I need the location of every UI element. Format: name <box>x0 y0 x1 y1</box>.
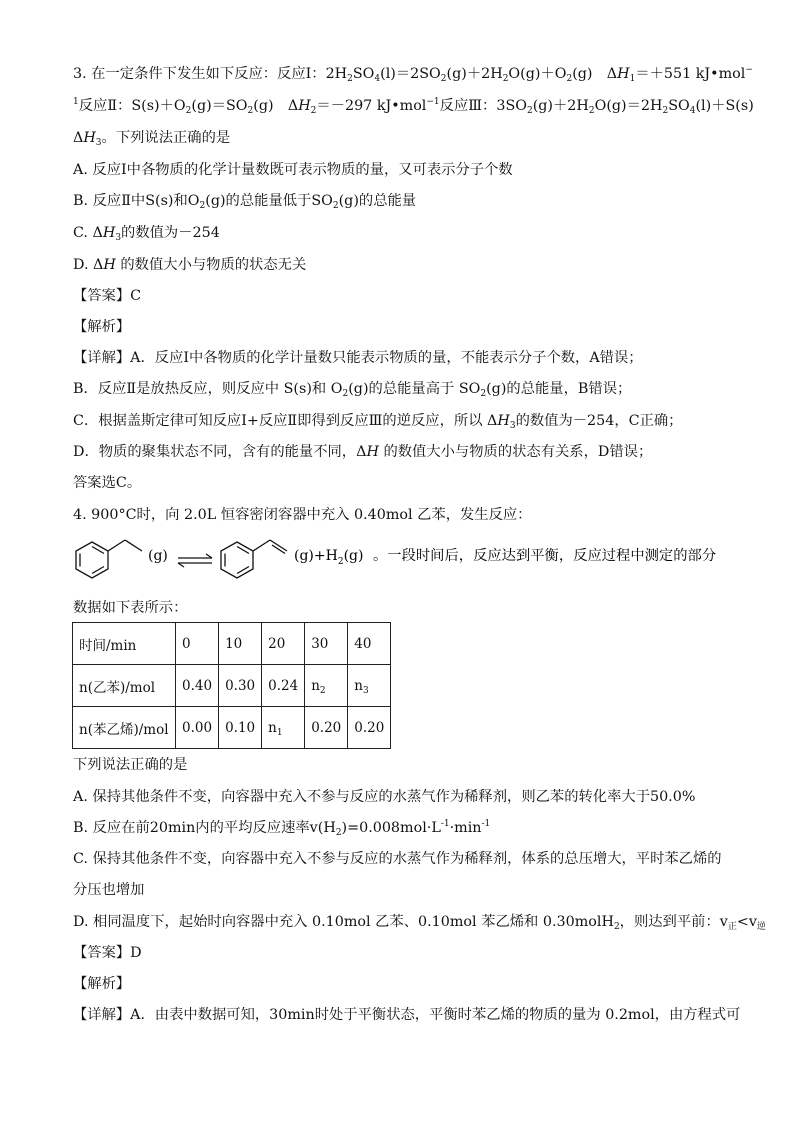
table-cell: $n_1$ <box>262 707 305 749</box>
q4-table-intro: 数据如下表所示： <box>73 600 188 616</box>
table-cell: 时间/min <box>73 623 176 665</box>
table-cell: 0.10 <box>219 707 262 749</box>
q4-option-c-line-2: 分压也增加 <box>73 882 145 898</box>
q4-stem: 下列说法正确的是 <box>73 757 188 773</box>
q3-final: 答案选C。 <box>73 475 142 491</box>
rxn-right-products: $(g)+H_2(g)$ <box>294 548 364 567</box>
q4-option-b: B. 反应在前20min内的平均反应速率$v(H_2)=0.008mol\cdot L^{-1}\cdot\min^{-1}$ <box>73 819 491 838</box>
table-row <box>73 623 391 665</box>
rxn-left-phase: (g) <box>148 548 168 564</box>
q4-option-c-line-1: C. 保持其他条件不变，向容器中充入不参与反应的水蒸气作为稀释剂，体系的总压增大，平时苯乙烯的 <box>73 851 722 867</box>
table-cell: 0.30 <box>219 665 262 707</box>
table-cell: 0.40 <box>176 665 219 707</box>
q3-line-3: $\Delta H_3$。下列说法正确的是 <box>73 130 231 148</box>
q4-detail-a: 【详解】A．由表中数据可知，30min时处于平衡状态，平衡时苯乙烯的物质的量为 0.2mol，由方程式可 <box>73 1007 741 1023</box>
q3-line-2: $^1$反应Ⅱ：$S(s)+O_2(g)=SO_2(g)$ $\Delta H_2=-297$ kJ•mol$^{-1}$反应Ⅲ：$3SO_2(g)+2H_2O(g)=2H_2SO_4(l)+S(s)$ <box>73 97 754 116</box>
ethylbenzene-structure <box>76 540 142 578</box>
table-cell: $n_3$ <box>348 665 391 707</box>
table-row <box>73 665 391 707</box>
table-cell: 20 <box>262 623 305 665</box>
styrene-structure <box>221 540 287 578</box>
q3-detail-d: D．物质的聚集状态不同，含有的能量不同，ΔH 的数值大小与物质的状态有关系，D错误； <box>73 444 653 460</box>
table-cell: 0 <box>176 623 219 665</box>
q4-analysis-label: 【解析】 <box>73 976 131 992</box>
q4-answer: 【答案】D <box>73 945 142 961</box>
q3-detail-a: 【详解】A．反应Ⅰ中各物质的化学计量数只能表示物质的量，不能表示分子个数，A错误； <box>73 350 643 366</box>
q4-option-d: D. 相同温度下，起始时向容器中充入 0.10mol 乙苯、0.10mol 苯乙烯和 0.30molH$_2$，则达到平前：$v_正<v_逆$ <box>73 914 766 932</box>
table-cell: n(苯乙烯)/mol <box>73 707 176 749</box>
table-cell: 0.20 <box>305 707 348 749</box>
q3-detail-c: C．根据盖斯定律可知反应Ⅰ+反应Ⅱ即得到反应Ⅲ的逆反应，所以 $\Delta H_3$的数值为－254，C正确； <box>73 413 683 431</box>
table-cell: 30 <box>305 623 348 665</box>
table-cell: n(乙苯)/mol <box>73 665 176 707</box>
data-table <box>72 622 391 749</box>
q3-option-c: C. $\Delta H_3$的数值为－254 <box>73 225 220 243</box>
q3-analysis-label: 【解析】 <box>73 319 131 335</box>
table-cell: 10 <box>219 623 262 665</box>
q3-answer: 【答案】C <box>73 288 142 304</box>
table-cell: 0.24 <box>262 665 305 707</box>
table-cell: 40 <box>348 623 391 665</box>
table-cell: $n_2$ <box>305 665 348 707</box>
q3-option-b: B. 反应Ⅱ中S(s)和$O_2(g)$的总能量低于$SO_2(g)$的总能量 <box>73 193 417 211</box>
q3-option-a: A. 反应Ⅰ中各物质的化学计量数既可表示物质的量，又可表示分子个数 <box>73 162 513 178</box>
q3-option-d: D. ΔH 的数值大小与物质的状态无关 <box>73 257 307 273</box>
equilibrium-arrow-icon <box>178 554 212 567</box>
q3-line-1: 3. 在一定条件下发生如下反应：反应Ⅰ：$2H_2SO_4(l)=2SO_2(g)+2H_2O(g)+O_2(g)$ $\Delta H_1=+551$ kJ•mol− <box>73 65 753 84</box>
q4-intro: 4. 900°C时，向 2.0L 恒容密闭容器中充入 0.40mol 乙苯，发生反应： <box>73 507 532 523</box>
q3-detail-b: B．反应Ⅱ是放热反应，则反应中 S(s)和 $O_2(g)$的总能量高于 $SO_2(g)$的总能量，B错误； <box>73 381 632 399</box>
q4-option-a: A. 保持其他条件不变，向容器中充入不参与反应的水蒸气作为稀释剂，则乙苯的转化率大于50.0% <box>73 789 696 805</box>
reaction-equation <box>70 530 730 590</box>
table-row <box>73 707 391 749</box>
table-cell: 0.00 <box>176 707 219 749</box>
rxn-tail-text: 。一段时间后，反应达到平衡，反应过程中测定的部分 <box>373 548 717 564</box>
table-cell: 0.20 <box>348 707 391 749</box>
